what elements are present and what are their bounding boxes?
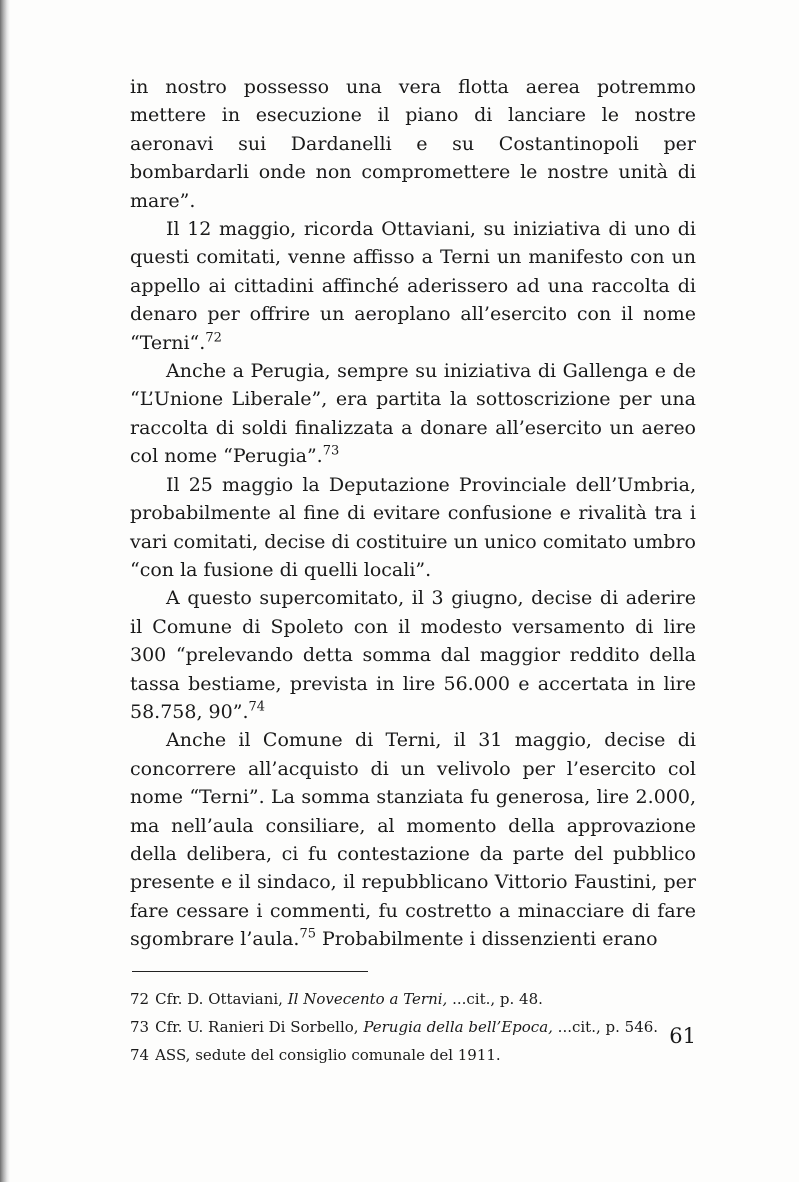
paragraph [130,584,696,726]
footnote-title: Perugia della bell’Epoca, [363,1018,553,1036]
paragraph-text: Anche a Perugia, sempre su iniziativa di Gallenga e de “L’Unione Liberale”, era partita la sottoscrizione per una raccolta di soldi finalizzata a donare all’esercito un aereo col nome “Perugia”. [130,360,696,468]
paragraph [130,73,696,215]
footnote-title: Il Novecento a Terni, [287,990,448,1008]
footnote-reference: 75 [299,926,316,942]
binding-shadow [0,0,10,1182]
footnotes [130,985,696,1069]
footnote-text: Cfr. D. Ottaviani, [155,990,288,1008]
footnote-reference: 72 [205,330,222,346]
paragraph-text: Anche il Comune di Terni, il 31 maggio, decise di concorrere all’acquisto di un velivolo per l’esercito col nome “Terni”. La somma stanziata fu generosa, lire 2.000, ma nell’aula consiliare, al momento della approvazione della delibera, ci fu contestazione da parte del pubblico presente e il sindaco, il repubblicano Vittorio Faustini, per fare cessare i commenti, fu costretto a minacciare di fare sgombrare l’aula. [130,729,696,951]
footnote-number: 72 [130,990,150,1008]
page-number: 61 [669,1024,696,1048]
footnote-number: 74 [130,1046,150,1064]
footnote-text: ASS, sedute del consiglio comunale del 1911. [155,1046,501,1064]
footnote-divider [132,971,368,972]
footnote-reference: 73 [322,443,340,459]
footnote-citation: ...cit., p. 48. [447,990,543,1008]
paragraph-text: Il 12 maggio, ricorda Ottaviani, su iniziativa di uno di questi comitati, venne affisso a Terni un manifesto con un appello ai cittadini affinché aderissero ad una raccolta di denaro per offrire un aeroplano all’esercito con il nome “Terni“. [130,218,696,354]
paragraph [130,726,696,953]
paragraph-text: A questo supercomitato, il 3 giugno, decise di aderire il Comune di Spoleto con il modesto versamento di lire 300 “prelevando detta somma dal maggior reddito della tassa bestiame, prevista in lire 56.000 e accertata in lire 58.758, 90”. [130,587,696,723]
footnote-number: 73 [130,1018,150,1036]
paragraph-text: in nostro possesso una vera flotta aerea potremmo mettere in esecuzione il piano di lanciare le nostre aeronavi sui Dardanelli e su Costantinopoli per bombardarli onde non compromettere le nostre unità di mare”. [130,76,696,212]
paragraph [130,215,696,357]
footnote [130,985,696,1013]
footnote [130,1013,696,1041]
footnote-citation: ...cit., p. 546. [552,1018,659,1036]
paragraph-text: Probabilmente i dissenzienti erano [315,928,658,951]
footnote [130,1041,696,1069]
footnote-text: Cfr. U. Ranieri Di Sorbello, [155,1018,364,1036]
footnote-reference: 74 [248,699,266,715]
main-text [130,73,696,954]
paragraph-text: Il 25 maggio la Deputazione Provinciale dell’Umbria, probabilmente al fine di evitare confusione e rivalità tra i vari comitati, decise di costituire un unico comitato umbro “con la fusione di quelli locali”. [130,473,696,581]
paragraph [130,471,696,585]
paragraph [130,357,696,471]
